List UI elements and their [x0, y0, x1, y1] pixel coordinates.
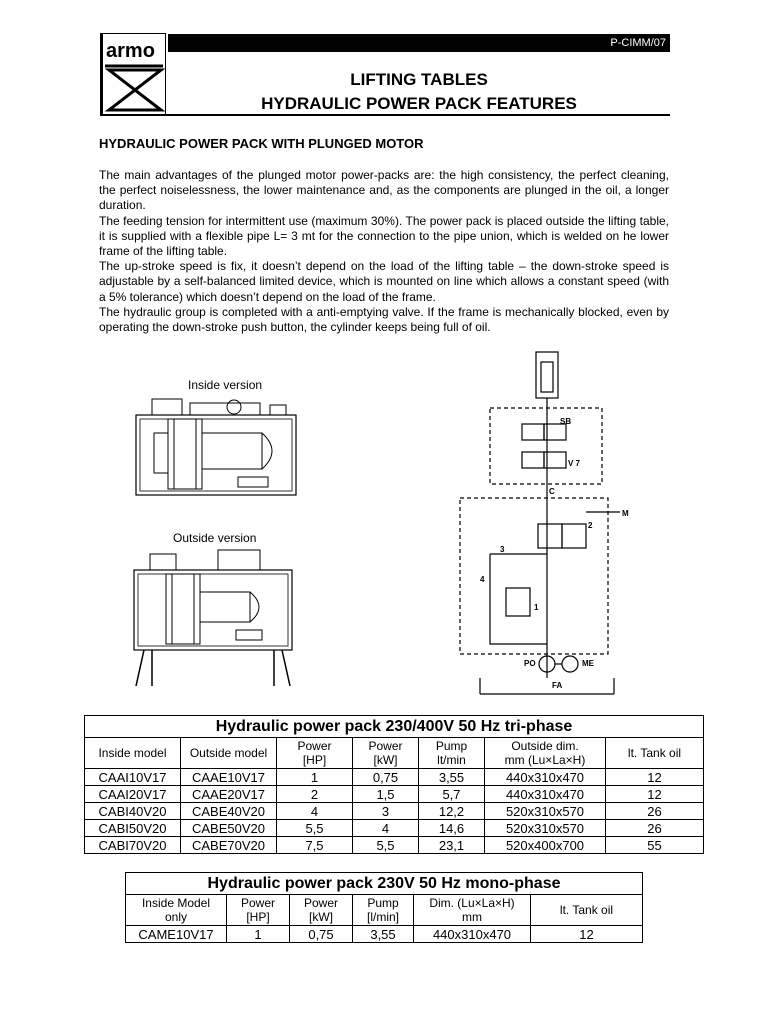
table-cell: 2	[277, 786, 353, 803]
column-header: Inside model	[85, 738, 181, 769]
table-cell: 3	[353, 803, 419, 820]
table-header-row	[85, 738, 704, 769]
page-title-line2: HYDRAULIC POWER PACK FEATURES	[261, 94, 577, 113]
table-cell: 3,55	[353, 926, 414, 943]
schematic-label: SB	[560, 417, 572, 426]
schematic-label: M	[622, 509, 629, 518]
table-cell: 3,55	[419, 769, 485, 786]
paragraph: The up-stroke speed is fix, it doesn’t depend on the load of the lifting table – the down-stroke speed is adjustable by a self-balanced limited device, which is mounted on line which allows a constant speed (with a 5% tolerance) which doesn’t depend on the load of the frame.	[99, 259, 669, 304]
table-cell: 26	[606, 803, 704, 820]
inside-version-caption: Inside version	[188, 378, 263, 392]
table-cell: 0,75	[290, 926, 353, 943]
document-code: P-CIMM/07	[610, 37, 666, 49]
schematic-label: C	[549, 487, 555, 496]
table-cell: 5,7	[419, 786, 485, 803]
column-header: Power [HP]	[227, 895, 290, 926]
table-row	[85, 769, 704, 786]
table-cell: 26	[606, 820, 704, 837]
outside-version-drawing	[128, 548, 298, 688]
table-cell: CAAI20V17	[85, 786, 181, 803]
table-cell: 12	[531, 926, 643, 943]
body-text	[99, 168, 669, 335]
table-cell: 12	[606, 786, 704, 803]
table-cell: 1	[227, 926, 290, 943]
table-cell: 1	[277, 769, 353, 786]
monophase-table	[125, 872, 643, 943]
table-cell: 5,5	[353, 837, 419, 854]
table-cell: CABE70V20	[181, 837, 277, 854]
table-cell: 55	[606, 837, 704, 854]
schematic-label: 1	[534, 603, 539, 612]
table-cell: 7,5	[277, 837, 353, 854]
table-cell: 520x400x700	[485, 837, 606, 854]
table-cell: 440x310x470	[485, 769, 606, 786]
table-cell: 440x310x470	[414, 926, 531, 943]
table-cell: 12,2	[419, 803, 485, 820]
section-heading: HYDRAULIC POWER PACK WITH PLUNGED MOTOR	[99, 136, 424, 151]
table-cell: CABE40V20	[181, 803, 277, 820]
table-caption: Hydraulic power pack 230/400V 50 Hz tri-phase	[85, 716, 704, 738]
table-cell: 4	[353, 820, 419, 837]
schematic-label: 4	[480, 575, 485, 584]
inside-version-drawing	[130, 393, 305, 503]
paragraph: The hydraulic group is completed with a anti-emptying valve. If the frame is mechanically blocked, even by operating the down-stroke push button, the cylinder keeps being full of oil.	[99, 304, 669, 335]
table-cell: 4	[277, 803, 353, 820]
table-cell: 12	[606, 769, 704, 786]
table-cell: CAAI10V17	[85, 769, 181, 786]
hydraulic-schematic	[450, 348, 640, 698]
schematic-label: PO	[524, 659, 536, 668]
column-header: Inside Model only	[126, 895, 227, 926]
logo-text: armo	[106, 40, 155, 62]
schematic-label: 2	[588, 521, 593, 530]
paragraph: The feeding tension for intermittent use (maximum 30%). The power pack is placed outside the lifting table, it is supplied with a flexible pipe L= 3 mt for the connection to the pipe union, which is welded on he lower frame of the lifting table.	[99, 213, 669, 259]
table-row	[85, 803, 704, 820]
column-header: Power [kW]	[353, 738, 419, 769]
schematic-label: FA	[552, 681, 563, 690]
column-header: Dim. (Lu×La×H) mm	[414, 895, 531, 926]
table-cell: 5,5	[277, 820, 353, 837]
column-header: lt. Tank oil	[606, 738, 704, 769]
table-row	[126, 926, 643, 943]
column-header: Pump lt/min	[419, 738, 485, 769]
triphase-table	[84, 715, 704, 854]
table-cell: 0,75	[353, 769, 419, 786]
column-header: Power [HP]	[277, 738, 353, 769]
table-cell: 520x310x570	[485, 803, 606, 820]
column-header: Power [kW]	[290, 895, 353, 926]
paragraph: The main advantages of the plunged motor power-packs are: the high consistency, the perfect cleaning, the perfect noiselessness, the lower maintenance and, as the components are plunged in the oil, a longer duration.	[99, 168, 669, 213]
column-header: Pump [l/min]	[353, 895, 414, 926]
table-cell: CABI70V20	[85, 837, 181, 854]
table-header-row	[126, 895, 643, 926]
table-cell: 520x310x570	[485, 820, 606, 837]
column-header: Outside model	[181, 738, 277, 769]
page-title-line1: LIFTING TABLES	[350, 70, 488, 89]
table-cell: CAME10V17	[126, 926, 227, 943]
schematic-label: 3	[500, 545, 505, 554]
table-cell: CAAE20V17	[181, 786, 277, 803]
table-cell: CABI40V20	[85, 803, 181, 820]
table-cell: CABE50V20	[181, 820, 277, 837]
table-caption: Hydraulic power pack 230V 50 Hz mono-phase	[126, 873, 643, 895]
table-cell: 23,1	[419, 837, 485, 854]
column-header: Outside dim. mm (Lu×La×H)	[485, 738, 606, 769]
table-row	[85, 820, 704, 837]
table-row	[85, 837, 704, 854]
table-cell: CAAE10V17	[181, 769, 277, 786]
table-cell: 1,5	[353, 786, 419, 803]
outside-version-caption: Outside version	[173, 531, 257, 545]
table-row	[85, 786, 704, 803]
column-header: lt. Tank oil	[531, 895, 643, 926]
table-cell: CABI50V20	[85, 820, 181, 837]
header-bar	[168, 34, 670, 52]
schematic-label: ME	[582, 659, 594, 668]
schematic-label: V 7	[568, 459, 581, 468]
table-cell: 440x310x470	[485, 786, 606, 803]
table-cell: 14,6	[419, 820, 485, 837]
header-divider	[100, 114, 670, 116]
